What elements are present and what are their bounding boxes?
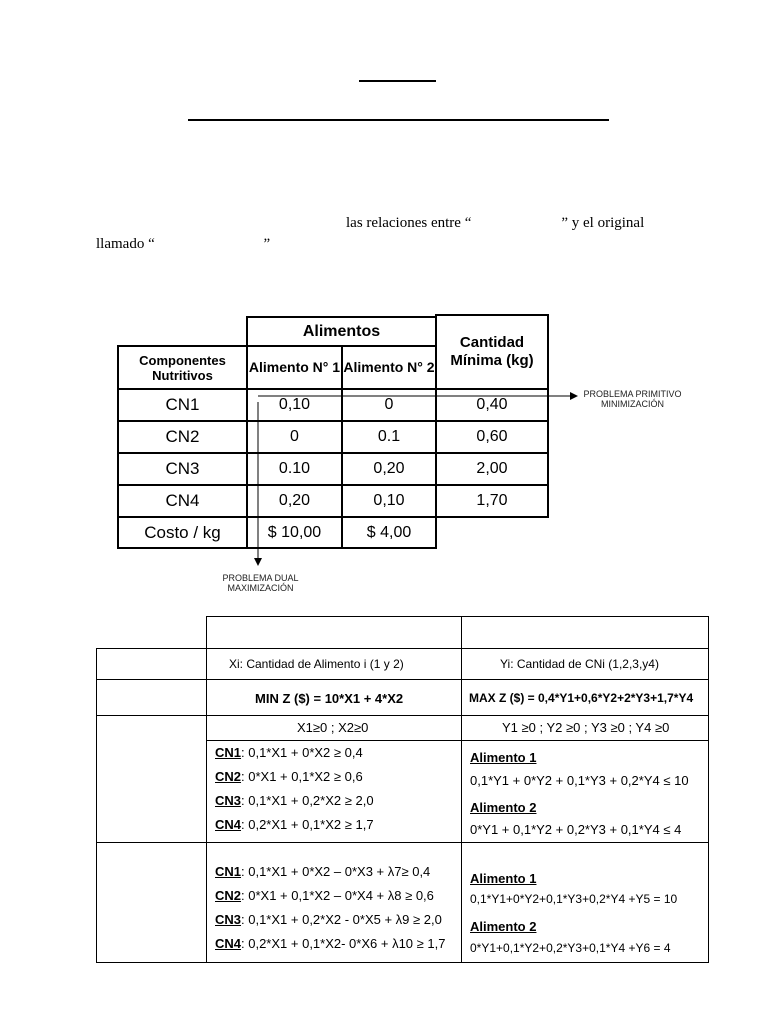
dual-annotation: PROBLEMA DUAL MAXIMIZACIÓN xyxy=(222,573,299,593)
dual-std-2: 0*Y1+0,1*Y2+0,2*Y3+0,1*Y4 +Y6 = 4 xyxy=(470,941,671,955)
row-label-cost: Costo / kg xyxy=(117,516,248,549)
cell-cn1-a1: 0,10 xyxy=(246,388,343,422)
dual-constraint-2: 0*Y1 + 0,1*Y2 + 0,2*Y3 + 0,1*Y4 ≤ 4 xyxy=(470,822,682,837)
obj-dual-cell xyxy=(461,679,709,716)
row-label-cell-std xyxy=(96,842,207,963)
std-dual-cell xyxy=(461,842,709,963)
intro-line-1: las relaciones entre “ ” y el original xyxy=(346,215,645,231)
primal-constraint-4: CN4: 0,2*X1 + 0,1*X2 ≥ 1,7 xyxy=(215,817,374,832)
primal-constraint-2: CN2: 0*X1 + 0,1*X2 ≥ 0,6 xyxy=(215,769,363,784)
obj-dual: MAX Z ($) = 0,4*Y1+0,6*Y2+2*Y3+1,7*Y4 xyxy=(469,691,694,705)
vars-dual-cell xyxy=(461,648,709,680)
header-cantidad-minima: Cantidad Mínima (kg) xyxy=(435,314,549,390)
cell-cn3-a1: 0.10 xyxy=(246,452,343,486)
nonneg-primal: X1≥0 ; X2≥0 xyxy=(297,720,369,735)
row-label-cn4: CN4 xyxy=(117,484,248,518)
header-alimentos: Alimentos xyxy=(246,316,437,347)
row-label-cn1: CN1 xyxy=(117,388,248,422)
std-primal-cell xyxy=(206,842,462,963)
dual-constraint-1: 0,1*Y1 + 0*Y2 + 0,1*Y3 + 0,2*Y4 ≤ 10 xyxy=(470,773,689,788)
cell-cost-a1: $ 10,00 xyxy=(246,516,343,549)
primal-std-2: CN2: 0*X1 + 0,1*X2 – 0*X4 + λ8 ≥ 0,6 xyxy=(215,888,434,903)
row-label-cell-obj xyxy=(96,679,207,716)
row-label-cn3: CN3 xyxy=(117,452,248,486)
primal-annotation: PROBLEMA PRIMITIVO MINIMIZACIÓN xyxy=(583,389,682,409)
primal-constraint-3: CN3: 0,1*X1 + 0,2*X2 ≥ 2,0 xyxy=(215,793,374,808)
header-alimento-2: Alimento N° 2 xyxy=(341,345,437,390)
cell-cn2-a2: 0.1 xyxy=(341,420,437,454)
obj-primal-cell xyxy=(206,679,462,716)
constraints-primal-cell xyxy=(206,740,462,843)
row-label-cn2: CN2 xyxy=(117,420,248,454)
nonneg-dual-cell xyxy=(461,715,709,741)
cell-cn2-min: 0,60 xyxy=(435,420,549,454)
primal-std-1: CN1: 0,1*X1 + 0*X2 – 0*X3 + λ7≥ 0,4 xyxy=(215,864,431,879)
cell-cn1-a2: 0 xyxy=(341,388,437,422)
cell-cn3-a2: 0,20 xyxy=(341,452,437,486)
nonneg-primal-cell xyxy=(206,715,462,741)
constraints-dual-cell xyxy=(461,740,709,843)
cell-cn1-min: 0,40 xyxy=(435,388,549,422)
cell-cn4-min: 1,70 xyxy=(435,484,549,518)
vars-primal: Xi: Cantidad de Alimento i (1 y 2) xyxy=(229,657,404,671)
empty-header-dual xyxy=(461,616,709,649)
primal-constraint-1: CN1: 0,1*X1 + 0*X2 ≥ 0,4 xyxy=(215,745,363,760)
vars-primal-cell xyxy=(206,648,462,680)
dual-std-2-tag: Alimento 2 xyxy=(470,919,537,934)
intro-line-2: llamado “ ” xyxy=(96,236,271,252)
cell-cost-a2: $ 4,00 xyxy=(341,516,437,549)
cell-cn3-min: 2,00 xyxy=(435,452,549,486)
dual-std-1-tag: Alimento 1 xyxy=(470,871,537,886)
cell-cn2-a1: 0 xyxy=(246,420,343,454)
dual-constraint-2-tag: Alimento 2 xyxy=(470,800,537,815)
empty-header-primal xyxy=(206,616,462,649)
row-label-cell-vars xyxy=(96,648,207,680)
primal-std-3: CN3: 0,1*X1 + 0,2*X2 - 0*X5 + λ9 ≥ 2,0 xyxy=(215,912,442,927)
dual-constraint-1-tag: Alimento 1 xyxy=(470,750,537,765)
model-table xyxy=(96,616,709,963)
cell-cn4-a2: 0,10 xyxy=(341,484,437,518)
primal-std-4: CN4: 0,2*X1 + 0,1*X2- 0*X6 + λ10 ≥ 1,7 xyxy=(215,936,446,951)
nonneg-dual: Y1 ≥0 ; Y2 ≥0 ; Y3 ≥0 ; Y4 ≥0 xyxy=(502,720,670,735)
vars-dual: Yi: Cantidad de CNi (1,2,3,y4) xyxy=(500,657,659,671)
cell-cn4-a1: 0,20 xyxy=(246,484,343,518)
obj-primal: MIN Z ($) = 10*X1 + 4*X2 xyxy=(255,691,404,706)
row-label-cell-constraints xyxy=(96,715,207,843)
header-alimento-1: Alimento N° 1 xyxy=(246,345,343,390)
header-componentes: Componentes Nutritivos xyxy=(117,345,248,390)
dual-std-1: 0,1*Y1+0*Y2+0,1*Y3+0,2*Y4 +Y5 = 10 xyxy=(470,892,678,906)
